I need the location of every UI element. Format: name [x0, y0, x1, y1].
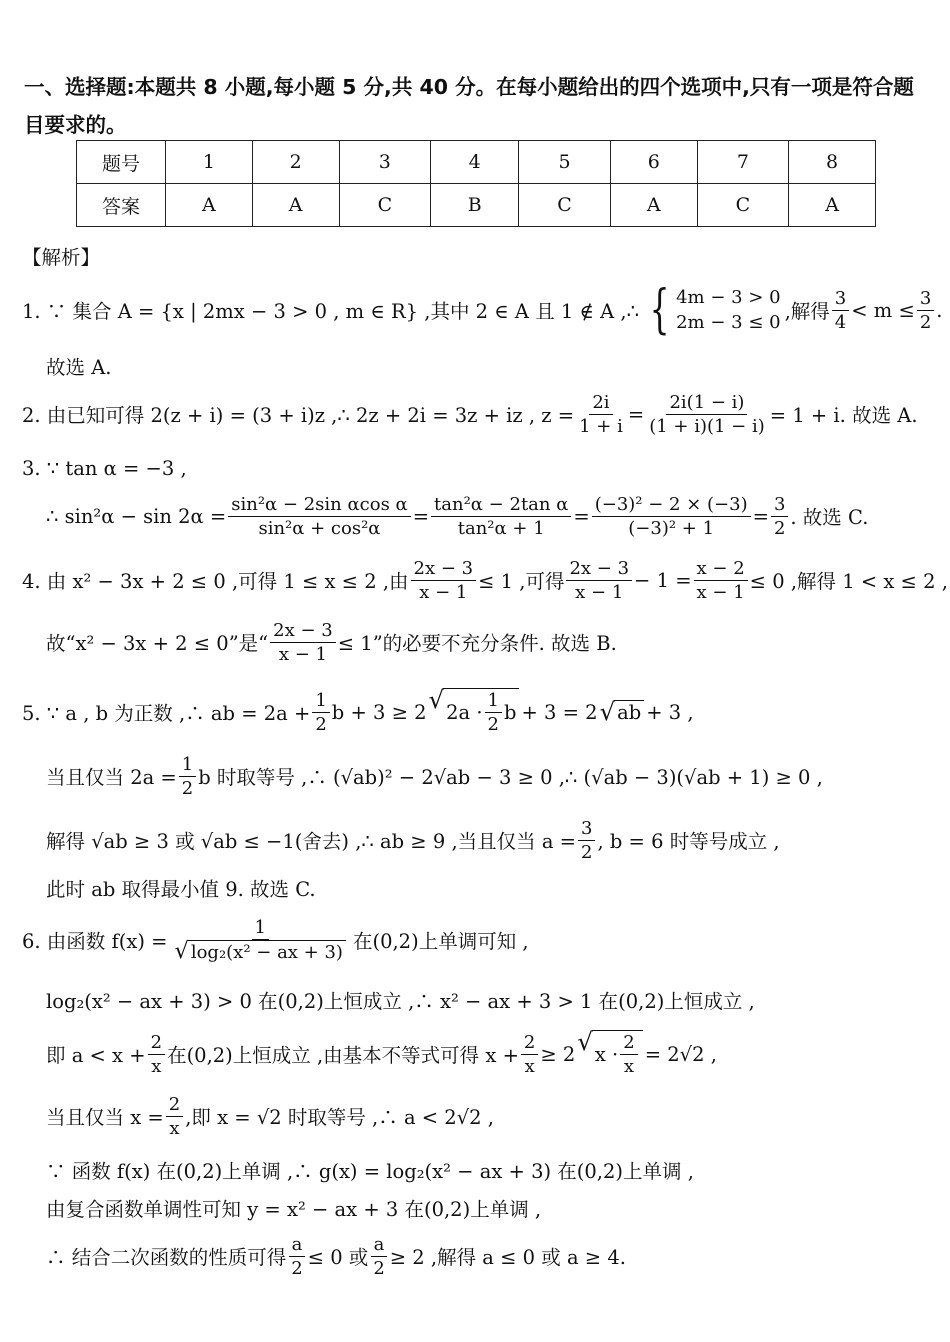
q2-text: 2. 由已知可得 2(z + i) = (3 + i)z ,∴ 2z + 2i = 3z + iz , z =	[22, 404, 575, 427]
q2-text: = 1 + i. 故选 A.	[769, 404, 918, 427]
q6-line	[46, 1086, 494, 1146]
q1-conclusion: 故选 A.	[46, 356, 112, 379]
q5-text: + 3 = 2	[521, 700, 598, 724]
q6-text: ,即 x = √2 时取等号 ,∴ a < 2√2 ,	[185, 1106, 494, 1129]
q5-text: , b = 6 时等号成立 ,	[597, 830, 780, 853]
q5-text: + 3 ,	[646, 700, 694, 724]
q5-text: 解得 √ab ≥ 3 或 √ab ≤ −1(舍去) ,∴ ab ≥ 9 ,当且仅当 a =	[46, 830, 577, 853]
analysis-label: 【解析】	[22, 246, 101, 269]
q1-text: 1. ∵ 集合 A = {x | 2mx − 3 > 0 , m ∈ R} ,其中 2 ∈ A 且 1 ∉ A ,∴	[22, 300, 640, 323]
q4-text: 故“x² − 3x + 2 ≤ 0”是“	[46, 632, 269, 655]
q5-text: 5. ∵ a , b 为正数 ,∴ ab = 2a +	[22, 702, 311, 725]
fraction: $\frac{3}{2}$	[917, 287, 934, 334]
q6-line	[46, 1226, 626, 1286]
q3-text: =	[412, 504, 430, 528]
table-cell-answer: B	[431, 184, 519, 227]
q6-text: ∴ 结合二次函数的性质可得	[46, 1246, 287, 1269]
q1-system: { 4m − 3 > 0 2m − 3 ≤ 0	[649, 280, 781, 340]
q6-text: ≥ 2 ,解得 a ≤ 0 或 a ≥ 4.	[389, 1246, 626, 1269]
q4-text: ≤ 1 ,可得	[478, 570, 565, 593]
fraction: $\frac{2i(1 - i)}{(1 + i)(1 - i)}$	[649, 391, 765, 437]
q3-text: ∴ sin²α − sin 2α =	[46, 504, 227, 528]
table-cell-answer: A	[252, 184, 339, 227]
square-root: √ 2a · $\frac{1}{2}$ b	[429, 688, 520, 736]
q3-text: =	[752, 504, 769, 528]
q5-text: 当且仅当 2a =	[46, 766, 177, 789]
q2-line	[22, 384, 918, 444]
fraction: $\frac{2}{x}$	[166, 1093, 183, 1140]
q6-text: ≤ 0 或	[307, 1246, 369, 1269]
q1-system-row: 2m − 3 ≤ 0	[676, 312, 781, 333]
table-cell-number: 8	[789, 141, 876, 184]
fraction: $\frac{x - 2}{x - 1}$	[694, 557, 748, 604]
q1-system-row: 4m − 3 > 0	[676, 287, 781, 308]
fraction: $\frac{2i}{1 + i}$	[579, 391, 623, 437]
q3-line	[46, 486, 868, 546]
square-root: √ x · $\frac{2}{x}$	[577, 1030, 642, 1078]
table-cell-number: 4	[431, 141, 519, 184]
q3-text: . 故选 C.	[790, 506, 869, 529]
table-cell-number: 5	[519, 141, 611, 184]
q1-text: ,解得	[784, 300, 830, 323]
fraction: $\frac{a}{2}$	[370, 1233, 387, 1280]
q6-text: ≥ 2	[540, 1042, 576, 1066]
answer-table	[76, 140, 876, 227]
table-cell-number: 1	[166, 141, 253, 184]
q6-text: = 2√2 ,	[644, 1042, 717, 1066]
table-cell-answer: C	[519, 184, 611, 227]
table-header-label: 题号	[77, 141, 166, 184]
fraction: $\frac{2}{x}$	[148, 1031, 165, 1078]
q5-text: b 时取等号 ,∴ (√ab)² − 2√ab − 3 ≥ 0 ,∴ (√ab − 3)(√ab + 1) ≥ 0 ,	[198, 766, 823, 789]
fraction: 1 √ log₂(x² − ax + 3)	[169, 916, 350, 964]
fraction: $\frac{3}{2}$	[771, 493, 788, 540]
q6-text: 在(0,2)上单调可知 ,	[352, 930, 529, 953]
fraction: $\frac{2x - 3}{x - 1}$	[566, 557, 632, 604]
fraction: $\frac{\text{(−3)² − 2 × (−3)}}{\text{(−3)² + 1}}$	[592, 493, 751, 540]
q2-text: =	[627, 402, 645, 426]
fraction: $\frac{2}{x}$	[521, 1031, 538, 1078]
q6-text: 即 a < x +	[46, 1044, 146, 1067]
table-answer-label: 答案	[77, 184, 166, 227]
answer-table-answer-row	[77, 184, 876, 227]
fraction: $\frac{\text{sin²α − 2sin αcos α}}{\text{sin²α + cos²α}}$	[228, 493, 410, 540]
table-cell-number: 2	[252, 141, 339, 184]
q6-line	[46, 1024, 717, 1084]
q3-line: 3. ∵ tan α = −3 ,	[22, 456, 187, 480]
table-cell-number: 6	[610, 141, 697, 184]
q1-text: < m ≤	[851, 298, 915, 322]
fraction: $\frac{3}{4}$	[832, 287, 849, 334]
q6-text: 6. 由函数 f(x) =	[22, 930, 168, 953]
table-cell-answer: C	[697, 184, 789, 227]
fraction: $\frac{1}{2}$	[179, 753, 196, 800]
q3-text: =	[573, 504, 590, 528]
table-cell-answer: A	[166, 184, 253, 227]
fraction: $\frac{\text{tan²α − 2tan α}}{\text{tan²α + 1}}$	[431, 493, 571, 540]
q4-line	[22, 550, 948, 610]
q6-line	[22, 910, 529, 970]
q4-text: ≤ 1”的必要不充分条件. 故选 B.	[337, 632, 617, 655]
table-cell-number: 3	[339, 141, 431, 184]
q4-text: ≤ 0 ,解得 1 < x ≤ 2 ,	[749, 570, 948, 593]
q5-line	[22, 682, 694, 742]
q6-line: 由复合函数单调性可知 y = x² − ax + 3 在(0,2)上单调 ,	[46, 1198, 542, 1221]
answer-table-header-row	[77, 141, 876, 184]
q6-line: ∵ 函数 f(x) 在(0,2)上单调 ,∴ g(x) = log₂(x² − ax + 3) 在(0,2)上单调 ,	[46, 1160, 694, 1183]
table-cell-answer: A	[789, 184, 876, 227]
fraction: $\frac{3}{2}$	[578, 817, 595, 864]
q1-line	[22, 280, 942, 340]
table-cell-number: 7	[697, 141, 789, 184]
fraction: $\frac{2x - 3}{x - 1}$	[270, 619, 336, 666]
q4-text: − 1 =	[634, 568, 692, 592]
fraction: $\frac{a}{2}$	[288, 1233, 305, 1280]
q6-text: 在(0,2)上恒成立 ,由基本不等式可得 x +	[167, 1044, 519, 1067]
fraction: $\frac{1}{2}$	[312, 689, 329, 736]
table-cell-answer: A	[610, 184, 697, 227]
table-cell-answer: C	[339, 184, 431, 227]
q5-line	[46, 746, 823, 806]
q6-text: 当且仅当 x =	[46, 1106, 164, 1129]
section-title: 一、选择题:本题共 8 小题,每小题 5 分,共 40 分。在每小题给出的四个选项中,只有一项是符合题目要求的。	[24, 75, 914, 137]
q5-conclusion: 此时 ab 取得最小值 9. 故选 C.	[46, 878, 316, 901]
q1-text: .	[936, 298, 943, 322]
q6-line: log₂(x² − ax + 3) > 0 在(0,2)上恒成立 ,∴ x² − ax + 3 > 1 在(0,2)上恒成立 ,	[46, 990, 755, 1013]
q4-line	[46, 612, 617, 672]
q4-text: 4. 由 x² − 3x + 2 ≤ 0 ,可得 1 ≤ x ≤ 2 ,由	[22, 570, 409, 593]
fraction: $\frac{2x - 3}{x - 1}$	[411, 557, 477, 604]
q5-text: b + 3 ≥ 2	[331, 700, 427, 724]
square-root: √ ab	[600, 700, 645, 724]
